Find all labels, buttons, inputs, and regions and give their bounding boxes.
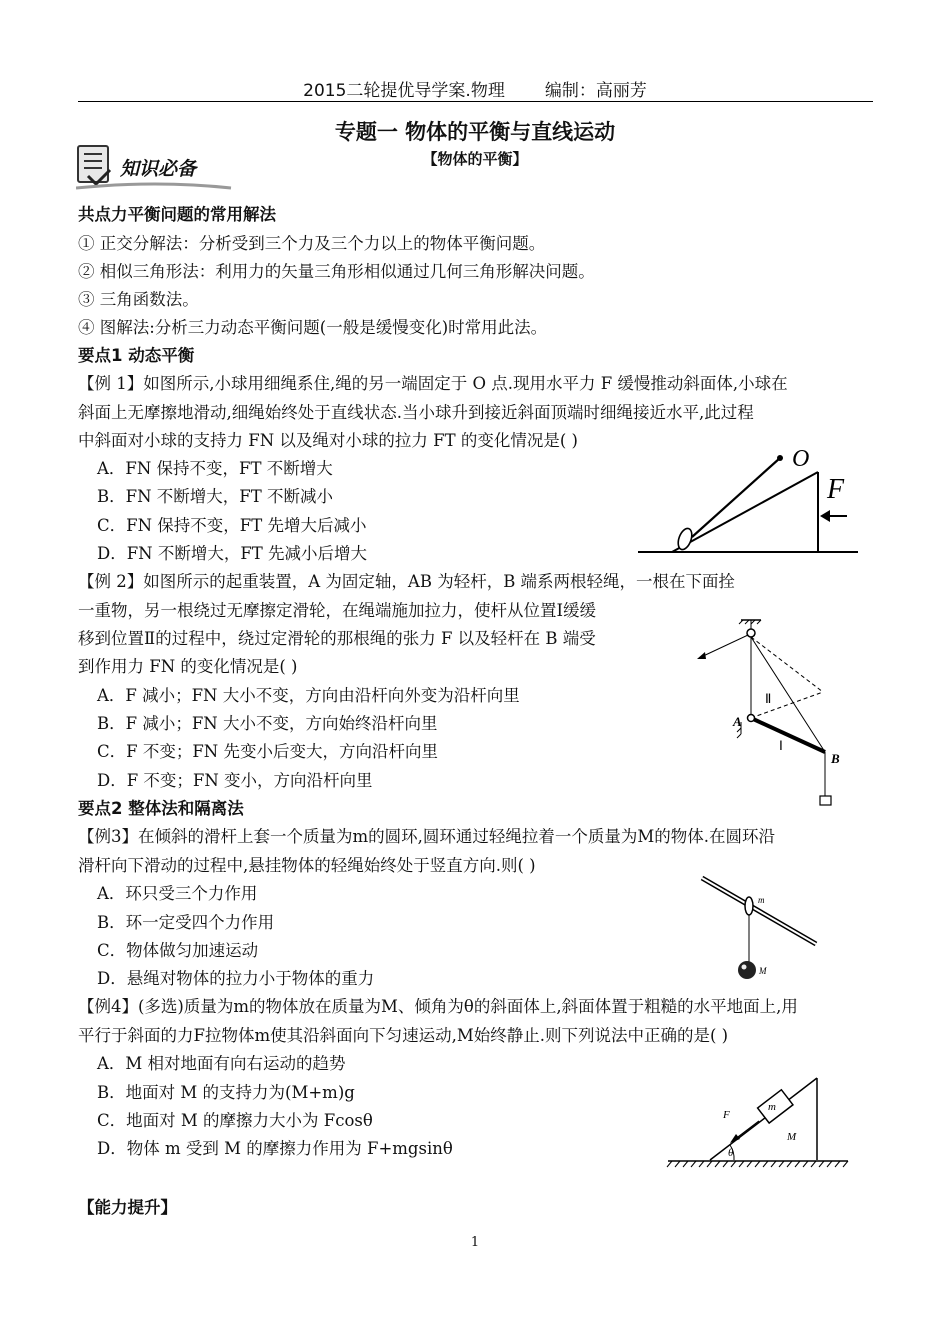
incline-block-diagram <box>662 1072 852 1172</box>
label-I: Ⅰ <box>779 738 783 753</box>
page-subtitle: 【物体的平衡】 <box>422 150 528 168</box>
ex3-option-c: C．物体做匀加速运动 <box>97 941 259 960</box>
label-B: B <box>831 751 840 766</box>
header-right: 编制：高丽芳 <box>544 81 647 101</box>
ex2-option-c: C．F 不变；FN 先变小后变大，方向沿杆向里 <box>97 742 438 761</box>
label-M: M <box>759 966 767 976</box>
ex3-line: 滑杆向下滑动的过程中,悬挂物体的轻绳始终处于竖直方向.则( ) <box>78 856 536 875</box>
ex3-option-d: D．悬绳对物体的拉力小于物体的重力 <box>97 969 375 988</box>
ex4-line: 平行于斜面的力F拉物体m使其沿斜面向下匀速运动,M始终静止.则下列说法中正确的是( ) <box>78 1026 729 1045</box>
method-item: ④ 图解法:分析三力动态平衡问题(一般是缓慢变化)时常用此法。 <box>78 318 548 337</box>
label-A: A <box>733 714 742 729</box>
knowledge-badge <box>76 140 236 192</box>
badge-text: 知识必备 <box>120 158 197 180</box>
ex1-option-a: A．FN 保持不变，FT 不断增大 <box>97 459 333 478</box>
ex3-option-a: A．环只受三个力作用 <box>97 884 258 903</box>
label-O: O <box>792 446 810 472</box>
ex2-option-b: B．F 减小；FN 大小不变，方向始终沿杆向里 <box>97 714 438 733</box>
page-number: 1 <box>470 1235 480 1250</box>
page-header <box>0 76 950 101</box>
ex1-line: 中斜面对小球的支持力 FN 以及绳对小球的拉力 FT 的变化情况是( ) <box>78 431 578 450</box>
ex4-option-b: B．地面对 M 的支持力为(M+m)g <box>97 1083 355 1102</box>
slide-rod-diagram <box>700 872 825 984</box>
point1-heading: 要点1 动态平衡 <box>78 346 195 365</box>
point2-heading: 要点2 整体法和隔离法 <box>78 799 244 818</box>
ex1-line: 【例 1】如图所示,小球用细绳系住,绳的另一端固定于 O 点.现用水平力 F 缓慢推动斜面体,小球在 <box>78 374 788 393</box>
methods-heading: 共点力平衡问题的常用解法 <box>78 205 276 224</box>
ex1-option-d: D．FN 不断增大，FT 先减小后增大 <box>97 544 368 563</box>
label-m: m <box>768 1101 776 1113</box>
ex1-option-b: B．FN 不断增大，FT 不断减小 <box>97 487 333 506</box>
method-item: ① 正交分解法：分析受到三个力及三个力以上的物体平衡问题。 <box>78 234 546 253</box>
header-rule <box>78 101 873 102</box>
header-left: 2015二轮提优导学案.物理 <box>303 81 505 101</box>
method-item: ③ 三角函数法。 <box>78 290 199 309</box>
ex2-line: 移到位置Ⅱ的过程中，绕过定滑轮的那根绳的张力 F 以及轻杆在 B 端受 <box>78 629 596 648</box>
ex2-option-d: D．F 不变；FN 变小，方向沿杆向里 <box>97 771 373 790</box>
ability-section-heading: 【能力提升】 <box>78 1198 177 1217</box>
ex2-option-a: A．F 减小；FN 大小不变，方向由沿杆向外变为沿杆向里 <box>97 686 520 705</box>
label-theta: θ <box>728 1147 734 1159</box>
ex1-line: 斜面上无摩擦地滑动,细绳始终处于直线状态.当小球升到接近斜面顶端时细绳接近水平,此过程 <box>78 403 754 422</box>
ex4-figure <box>662 1072 852 1172</box>
ex2-line: 一重物，另一根绕过无摩擦定滑轮，在绳端施加拉力，使杆从位置Ⅰ缓缓 <box>78 601 597 620</box>
label-M: M <box>787 1131 797 1143</box>
ex2-figure <box>693 608 853 808</box>
label-m: m <box>758 895 765 905</box>
incline-ball-diagram <box>634 432 864 560</box>
ex4-option-c: C．地面对 M 的摩擦力大小为 Fcosθ <box>97 1111 373 1130</box>
label-F: F <box>723 1109 730 1121</box>
crane-diagram <box>693 608 853 808</box>
ex4-line: 【例4】(多选)质量为m的物体放在质量为M、倾角为θ的斜面体上,斜面体置于粗糙的水平地面上,用 <box>78 997 798 1016</box>
label-II: Ⅱ <box>765 691 772 706</box>
ex3-figure <box>700 872 825 984</box>
ex1-figure <box>634 432 864 560</box>
ex3-option-b: B．环一定受四个力作用 <box>97 913 275 932</box>
ex3-line: 【例3】在倾斜的滑杆上套一个质量为m的圆环,圆环通过轻绳拉着一个质量为M的物体.在圆环沿 <box>78 827 776 846</box>
ex1-option-c: C．FN 保持不变，FT 先增大后减小 <box>97 516 367 535</box>
ex4-option-d: D．物体 m 受到 M 的摩擦力作用为 F+mgsinθ <box>97 1139 453 1158</box>
label-F: F <box>827 474 845 505</box>
ex4-option-a: A．M 相对地面有向右运动的趋势 <box>97 1054 346 1073</box>
page-title: 专题一 物体的平衡与直线运动 <box>334 120 616 144</box>
ex2-line: 【例 2】如图所示的起重装置，A 为固定轴，AB 为轻杆，B 端系两根轻绳，一根在下面拴 <box>78 572 736 591</box>
ex2-line: 到作用力 FN 的变化情况是( ) <box>78 657 298 676</box>
method-item: ② 相似三角形法：利用力的矢量三角形相似通过几何三角形解决问题。 <box>78 262 595 281</box>
